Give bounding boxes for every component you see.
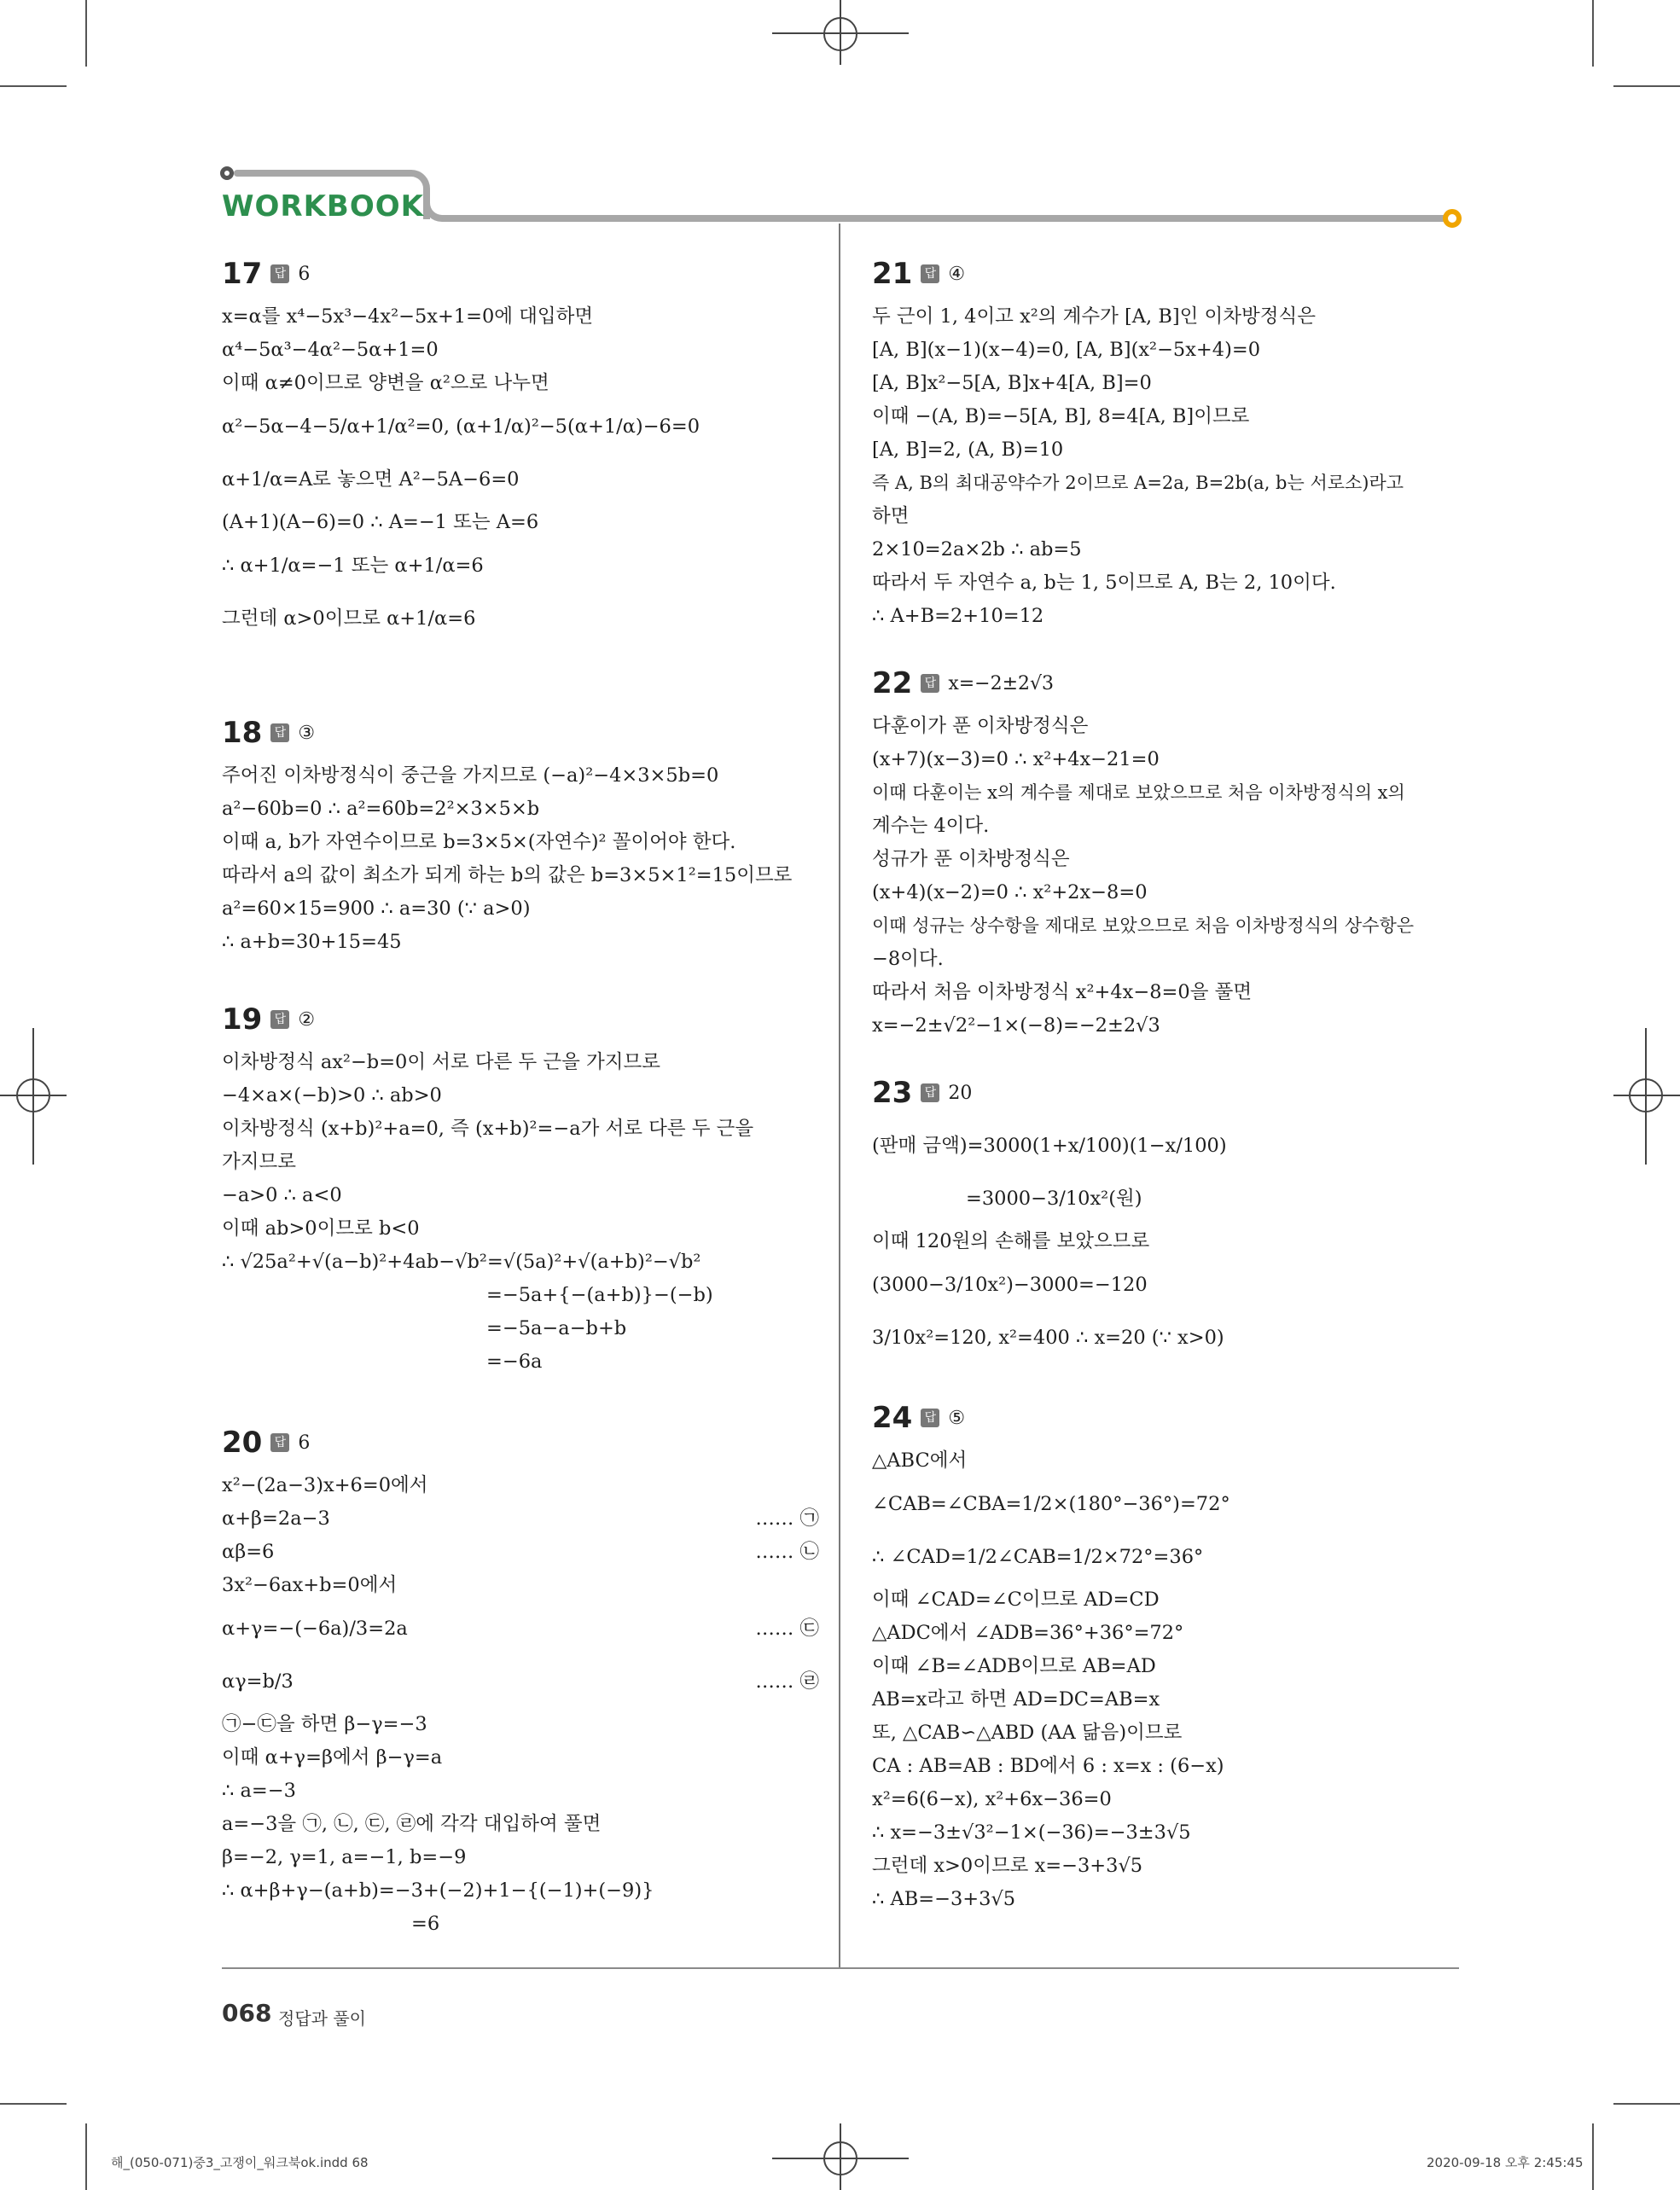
equation-mark: …… ㉣ <box>755 1670 819 1693</box>
workbook-title <box>222 189 424 224</box>
solution-line: ㉠−㉢을 하면 β−γ=−3 <box>222 1713 427 1735</box>
equation-mark: …… ㉢ <box>755 1618 819 1640</box>
answer-value: 6 <box>298 263 311 285</box>
problem-24 <box>872 1398 1461 1916</box>
solution-line: −8이다. <box>872 948 944 970</box>
solution-line: x²−(2a−3)x+6=0에서 <box>222 1474 428 1496</box>
solution-line: α⁴−5α³−4α²−5α+1=0 <box>222 339 439 361</box>
solution-line: 이때 ab>0이므로 b<0 <box>222 1217 420 1240</box>
solution-line: x=α를 x⁴−5x³−4x²−5x+1=0에 대입하면 <box>222 305 594 328</box>
print-slug-date: 2020-09-18 오후 2:45:45 <box>1427 2155 1584 2170</box>
problem-22 <box>872 664 1461 1043</box>
solution-line: CA : AB=AB : BD에서 6 : x=x : (6−x) <box>872 1755 1224 1777</box>
equation-text: α+γ=−(−6a)/3=2a <box>222 1618 408 1640</box>
answer-badge-icon: 답 <box>921 674 939 693</box>
solution-line: △ABC에서 <box>872 1449 968 1472</box>
solution-line: =3000−3/10x²(원) <box>966 1188 1142 1210</box>
solution-line: ∠CAB=∠CBA=1/2×(180°−36°)=72° <box>872 1493 1230 1515</box>
solution-line: 따라서 a의 값이 최소가 되게 하는 b의 값은 b=3×5×1²=15이므로 <box>222 864 793 886</box>
solution-line: =−6a <box>486 1351 543 1373</box>
solution-line: ∴ α+β+γ−(a+b)=−3+(−2)+1−{(−1)+(−9)} <box>222 1879 654 1902</box>
answer-badge-icon: 답 <box>270 1433 289 1452</box>
problem-number: 20 <box>222 1425 263 1460</box>
solution-line: α+1/α=A로 놓으면 A²−5A−6=0 <box>222 468 520 491</box>
crop-mark <box>0 2103 67 2105</box>
solution-line: (판매 금액)=3000(1+x/100)(1−x/100) <box>872 1135 1227 1157</box>
solution-line: 다훈이가 푼 이차방정식은 <box>872 715 1089 737</box>
solution-line: 3x²−6ax+b=0에서 <box>222 1574 398 1596</box>
solution-line: 2×10=2a×2b ∴ ab=5 <box>872 538 1082 561</box>
problem-20 <box>222 1423 819 1941</box>
problem-number: 18 <box>222 715 263 750</box>
solution-line: x=−2±√2²−1×(−8)=−2±2√3 <box>872 1014 1160 1037</box>
solution-line: x²=6(6−x), x²+6x−36=0 <box>872 1788 1112 1810</box>
solution-line: 따라서 두 자연수 a, b는 1, 5이므로 A, B는 2, 10이다. <box>872 572 1336 594</box>
solution-line <box>222 1655 819 1708</box>
solution-line: −4×a×(−b)>0 ∴ ab>0 <box>222 1084 442 1107</box>
print-slug-file: 해_(050-071)중3_고쟁이_워크북ok.indd 68 <box>111 2155 369 2170</box>
solution-line: 따라서 처음 이차방정식 x²+4x−8=0을 풀면 <box>872 981 1253 1003</box>
solution-line: a=−3을 ㉠, ㉡, ㉢, ㉣에 각각 대입하여 풀면 <box>222 1813 602 1835</box>
problem-18 <box>222 713 819 959</box>
solution-line: 성규가 푼 이차방정식은 <box>872 848 1070 870</box>
crop-mark <box>1613 85 1680 87</box>
problem-21 <box>872 254 1461 633</box>
answer-badge-icon: 답 <box>270 264 289 283</box>
solution-line: △ADC에서 ∠ADB=36°+36°=72° <box>872 1622 1184 1644</box>
crop-mark <box>1592 2123 1594 2190</box>
solution-line: a²=60×15=900 ∴ a=30 (∵ a>0) <box>222 897 531 920</box>
solution-line: (A+1)(A−6)=0 ∴ A=−1 또는 A=6 <box>222 511 539 533</box>
solution-line: 3/10x²=120, x²=400 ∴ x=20 (∵ x>0) <box>872 1327 1224 1349</box>
solution-line: [A, B]=2, (A, B)=10 <box>872 439 1064 461</box>
solution-line: =−5a−a−b+b <box>486 1317 627 1339</box>
solution-line: 하면 <box>872 505 910 527</box>
solution-line: [A, B]x²−5[A, B]x+4[A, B]=0 <box>872 372 1152 394</box>
answer-value: ⑤ <box>948 1407 966 1429</box>
solution-line: =6 <box>411 1913 440 1935</box>
solution-line: 주어진 이차방정식이 중근을 가지므로 (−a)²−4×3×5b=0 <box>222 764 719 787</box>
crop-mark <box>1613 2103 1680 2105</box>
solution-line: ∴ a=−3 <box>222 1780 296 1802</box>
answer-badge-icon: 답 <box>270 1010 289 1029</box>
answer-badge-icon: 답 <box>921 264 939 283</box>
solution-line: 이때 α+γ=β에서 β−γ=a <box>222 1746 443 1769</box>
solution-line: 이때 120원의 손해를 보았으므로 <box>872 1230 1150 1252</box>
equation-mark: …… ㉠ <box>755 1507 819 1530</box>
solution-line: ∴ ∠CAD=1/2∠CAB=1/2×72°=36° <box>872 1546 1204 1568</box>
solution-line: AB=x라고 하면 AD=DC=AB=x <box>872 1688 1160 1711</box>
problem-23 <box>872 1073 1461 1364</box>
solution-line: 그런데 α>0이므로 α+1/α=6 <box>222 607 476 630</box>
answer-value: ② <box>298 1008 316 1031</box>
left-column <box>222 254 819 1941</box>
crop-mark <box>1592 0 1594 67</box>
problem-number: 22 <box>872 665 913 700</box>
equation-text: αβ=6 <box>222 1541 275 1563</box>
solution-line: 이때 성규는 상수항을 제대로 보았으므로 처음 이차방정식의 상수항은 <box>872 915 1415 936</box>
solution-line: (x+4)(x−2)=0 ∴ x²+2x−8=0 <box>872 881 1148 903</box>
crop-mark <box>0 85 67 87</box>
answer-value: 6 <box>298 1432 311 1454</box>
solution-line <box>222 1536 819 1569</box>
solution-line: β=−2, γ=1, a=−1, b=−9 <box>222 1846 467 1868</box>
solution-line: 이차방정식 ax²−b=0이 서로 다른 두 근을 가지므로 <box>222 1051 660 1073</box>
problem-number: 17 <box>222 256 263 291</box>
problem-number: 21 <box>872 256 913 291</box>
answer-value: 20 <box>948 1082 973 1104</box>
equation-text: α+β=2a−3 <box>222 1507 330 1530</box>
crop-mark <box>85 0 87 67</box>
solution-line: 이때 ∠B=∠ADB이므로 AB=AD <box>872 1655 1156 1677</box>
solution-line: [A, B](x−1)(x−4)=0, [A, B](x²−5x+4)=0 <box>872 339 1261 361</box>
equation-text: αγ=b/3 <box>222 1670 294 1693</box>
problem-19 <box>222 1000 819 1379</box>
answer-badge-icon: 답 <box>270 723 289 742</box>
problem-17 <box>222 254 819 645</box>
solution-line: 두 근이 1, 4이고 x²의 계수가 [A, B]인 이차방정식은 <box>872 305 1316 328</box>
answer-value: x=−2±2√3 <box>948 672 1055 694</box>
crop-mark <box>85 2123 87 2190</box>
answer-value: ④ <box>948 263 966 285</box>
solution-line <box>222 1602 819 1655</box>
solution-line: 이때 α≠0이므로 양변을 α²으로 나누면 <box>222 372 549 394</box>
solution-line: 이때 다훈이는 x의 계수를 제대로 보았으므로 처음 이차방정식의 x의 <box>872 782 1405 803</box>
solution-line: 가지므로 <box>222 1151 296 1173</box>
solution-line: 즉 A, B의 최대공약수가 2이므로 A=2a, B=2b(a, b는 서로소)라고 <box>872 473 1404 493</box>
solution-line: 이차방정식 (x+b)²+a=0, 즉 (x+b)²=−a가 서로 다른 두 근을 <box>222 1118 754 1140</box>
answer-badge-icon: 답 <box>921 1083 939 1102</box>
solution-line: 또, △CAB∽△ABD (AA 닮음)이므로 <box>872 1722 1183 1744</box>
right-column <box>872 254 1461 1916</box>
equation-mark: …… ㉡ <box>755 1541 819 1563</box>
solution-line: −a>0 ∴ a<0 <box>222 1184 342 1206</box>
page-number: 068 <box>222 1999 272 2027</box>
solution-line: 이때 ∠CAD=∠C이므로 AD=CD <box>872 1589 1160 1611</box>
column-divider <box>839 224 840 1969</box>
solution-line: ∴ AB=−3+3√5 <box>872 1888 1016 1910</box>
solution-line: =−5a+{−(a+b)}−(−b) <box>486 1284 713 1306</box>
solution-line: 이때 −(A, B)=−5[A, B], 8=4[A, B]이므로 <box>872 405 1250 427</box>
solution-line: 그런데 x>0이므로 x=−3+3√5 <box>872 1855 1143 1877</box>
problem-number: 24 <box>872 1400 913 1435</box>
workbook-title-text: WORKBOOK <box>222 189 425 224</box>
problem-number: 23 <box>872 1075 913 1110</box>
answer-value: ③ <box>298 722 316 744</box>
solution-line <box>222 1502 819 1536</box>
solution-line: ∴ A+B=2+10=12 <box>872 605 1044 627</box>
problem-number: 19 <box>222 1002 263 1037</box>
solution-line: ∴ x=−3±√3²−1×(−36)=−3±3√5 <box>872 1821 1191 1844</box>
solution-line: α²−5α−4−5/α+1/α²=0, (α+1/α)²−5(α+1/α)−6=0 <box>222 415 700 438</box>
solution-line: ∴ √25a²+√(a−b)²+4ab−√b²=√(5a)²+√(a+b)²−√b² <box>222 1251 701 1273</box>
solution-line: 계수는 4이다. <box>872 815 990 837</box>
solution-line: ∴ a+b=30+15=45 <box>222 931 402 953</box>
page-label: 정답과 풀이 <box>278 2008 366 2029</box>
solution-line: ∴ α+1/α=−1 또는 α+1/α=6 <box>222 555 484 577</box>
solution-line: (x+7)(x−3)=0 ∴ x²+4x−21=0 <box>872 748 1160 770</box>
answer-badge-icon: 답 <box>921 1409 939 1427</box>
solution-line: a²−60b=0 ∴ a²=60b=2²×3×5×b <box>222 798 540 820</box>
footer-rule <box>222 1967 1459 1969</box>
solution-line: (3000−3/10x²)−3000=−120 <box>872 1274 1148 1296</box>
solution-line: 이때 a, b가 자연수이므로 b=3×5×(자연수)² 꼴이어야 한다. <box>222 831 736 853</box>
